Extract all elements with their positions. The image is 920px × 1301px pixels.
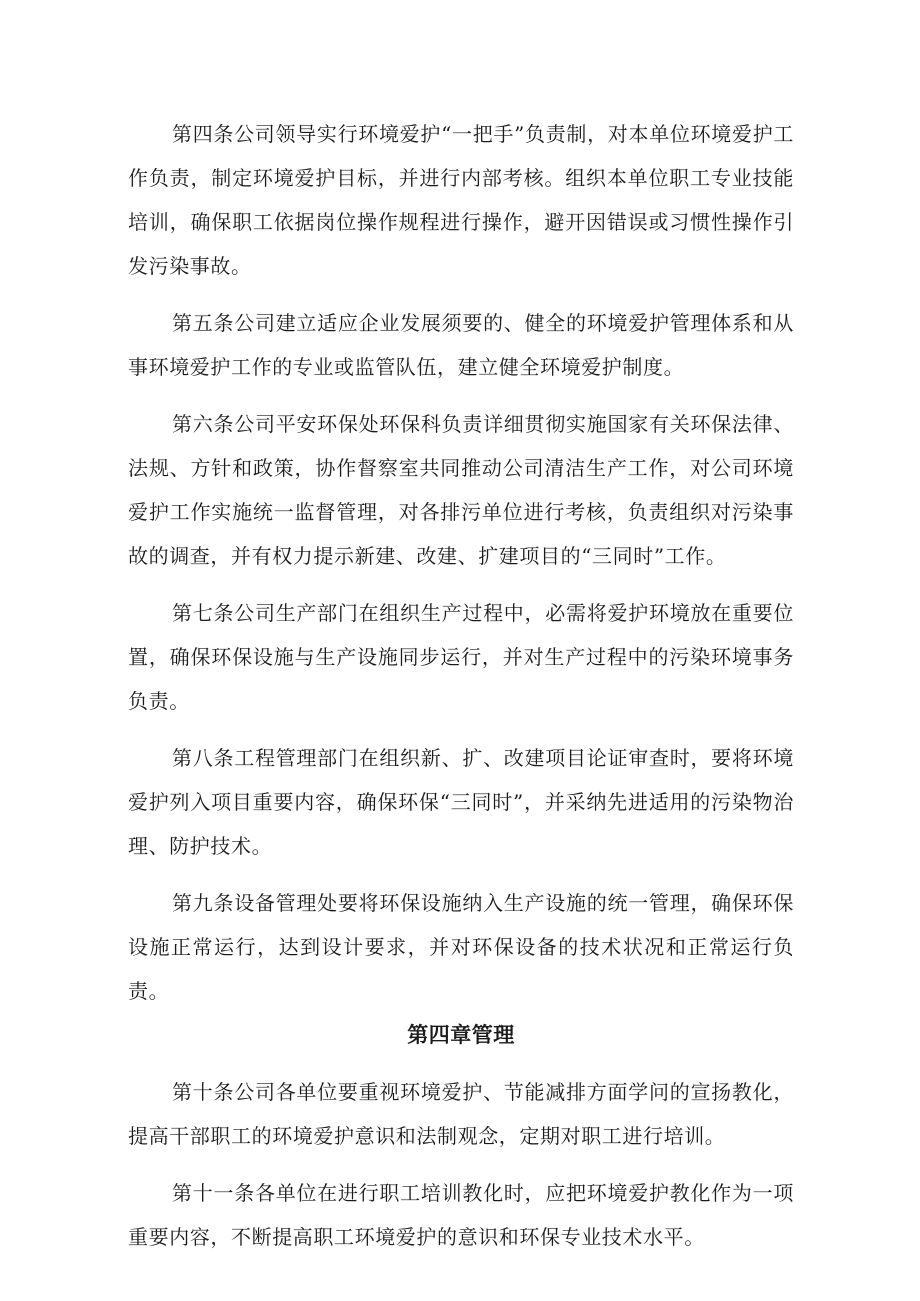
- chapter-heading: 第四章管理: [407, 1023, 515, 1047]
- paragraph-gap: [128, 723, 794, 736]
- paragraph-gap: [128, 288, 794, 301]
- article-10-paragraph: 第十条公司各单位要重视环境爱护、节能减排方面学问的宣扬教化，提高干部职工的环境爱护意识和法制观念，定期对职工进行培训。: [128, 1080, 794, 1148]
- article-5-paragraph: 第五条公司建立适应企业发展须要的、健全的环境爱护管理体系和从事环境爱护工作的专业或监管队伍，建立健全环境爱护制度。: [128, 311, 794, 379]
- paragraph-gap: [128, 578, 794, 591]
- document-body: [128, 112, 794, 1259]
- article-4-paragraph: 第四条公司领导实行环境爱护“一把手”负责制，对本单位环境爱护工作负责，制定环境爱护目标，并进行内部考核。组织本单位职工专业技能培训，确保职工依据岗位操作规程进行操作，避开因错误或习惯性操作引发污染事故。: [128, 122, 794, 278]
- article-7-paragraph: 第七条公司生产部门在组织生产过程中，必需将爱护环境放在重要位置，确保环保设施与生产设施同步运行，并对生产过程中的污染环境事务负责。: [128, 601, 794, 713]
- paragraph-gap: [128, 1158, 794, 1171]
- article-6-paragraph: 第六条公司平安环保处环保科负责详细贯彻实施国家有关环保法律、法规、方针和政策，协作督察室共同推动公司清洁生产工作，对公司环境爱护工作实施统一监督管理，对各排污单位进行考核，负责组织对污染事故的调查，并有权力提示新建、改建、扩建项目的“三同时”工作。: [128, 412, 794, 568]
- paragraph-gap: [128, 389, 794, 402]
- paragraph-gap: [128, 1057, 794, 1070]
- article-11-paragraph: 第十一条各单位在进行职工培训教化时，应把环境爱护教化作为一项重要内容，不断提高职工环境爱护的意识和环保专业技术水平。: [128, 1181, 794, 1249]
- article-8-paragraph: 第八条工程管理部门在组织新、扩、改建项目论证审查时，要将环境爱护列入项目重要内容，确保环保“三同时”，并采纳先进适用的污染物治理、防护技术。: [128, 746, 794, 858]
- article-9-paragraph: 第九条设备管理处要将环保设施纳入生产设施的统一管理，确保环保设施正常运行，达到设计要求，并对环保设备的技术状况和正常运行负责。: [128, 891, 794, 1003]
- paragraph-gap: [128, 868, 794, 881]
